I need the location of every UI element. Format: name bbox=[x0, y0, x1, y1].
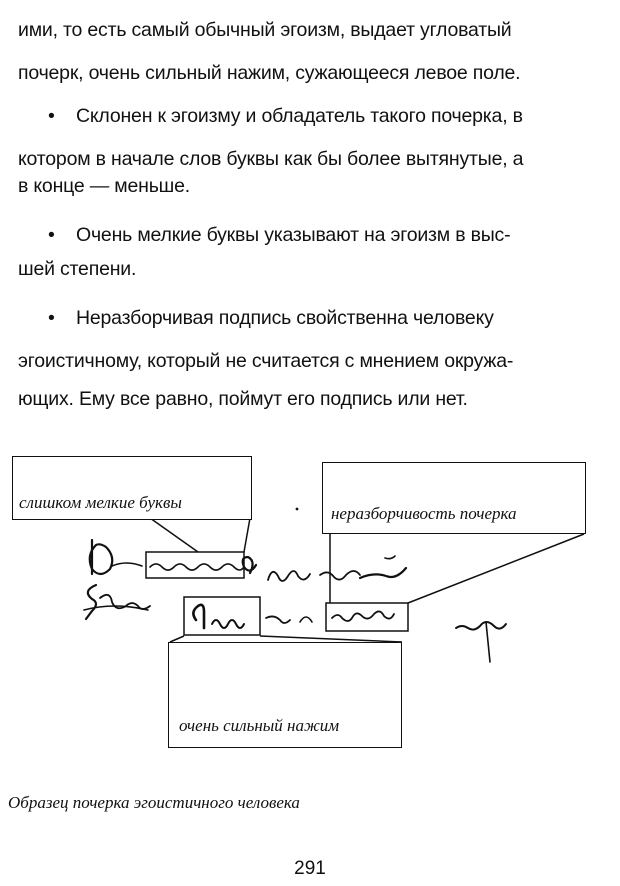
bullet-mark: • bbox=[48, 224, 55, 246]
highlight-box bbox=[326, 603, 408, 631]
bullet-mark: • bbox=[48, 307, 55, 329]
callout-label: слишком мелкие буквы bbox=[19, 493, 182, 512]
leader-line bbox=[244, 518, 250, 552]
callout-pressure bbox=[168, 642, 402, 748]
text-line: в конце — меньше. bbox=[18, 175, 190, 197]
leader-line bbox=[150, 518, 198, 552]
callout-label: неразборчивость почерка bbox=[331, 504, 517, 523]
bullet-item-2: • Очень мелкие буквы указывают на эгоизм в выс- bbox=[18, 214, 510, 257]
bullet-mark: • bbox=[48, 105, 55, 127]
text-line: шей степени. bbox=[18, 258, 137, 280]
text-line: почерк, очень сильный нажим, сужающееся левое поле. bbox=[18, 62, 521, 84]
callout-illegible bbox=[322, 462, 586, 534]
callout-small-letters bbox=[12, 456, 252, 520]
highlight-box bbox=[184, 597, 260, 635]
page-number: 291 bbox=[294, 858, 326, 879]
figure-caption: Образец почерка эгоистичного человека bbox=[8, 793, 300, 812]
leader-line bbox=[408, 534, 584, 603]
text-line: котором в начале слов буквы как бы более вытянутые, а bbox=[18, 148, 524, 170]
callout-label: очень сильный нажим bbox=[179, 716, 340, 735]
text-line: ими, то есть самый обычный эгоизм, выдает угловатый bbox=[18, 19, 512, 41]
text-line: эгоистичному, который не считается с мнением окружа- bbox=[18, 350, 514, 372]
text-line: ющих. Ему все равно, поймут его подпись или нет. bbox=[18, 388, 468, 410]
bullet-item-3: • Неразборчивая подпись свойственна человеку bbox=[18, 297, 494, 340]
bullet-item-1: • Склонен к эгоизму и обладатель такого почерка, в bbox=[18, 95, 523, 138]
